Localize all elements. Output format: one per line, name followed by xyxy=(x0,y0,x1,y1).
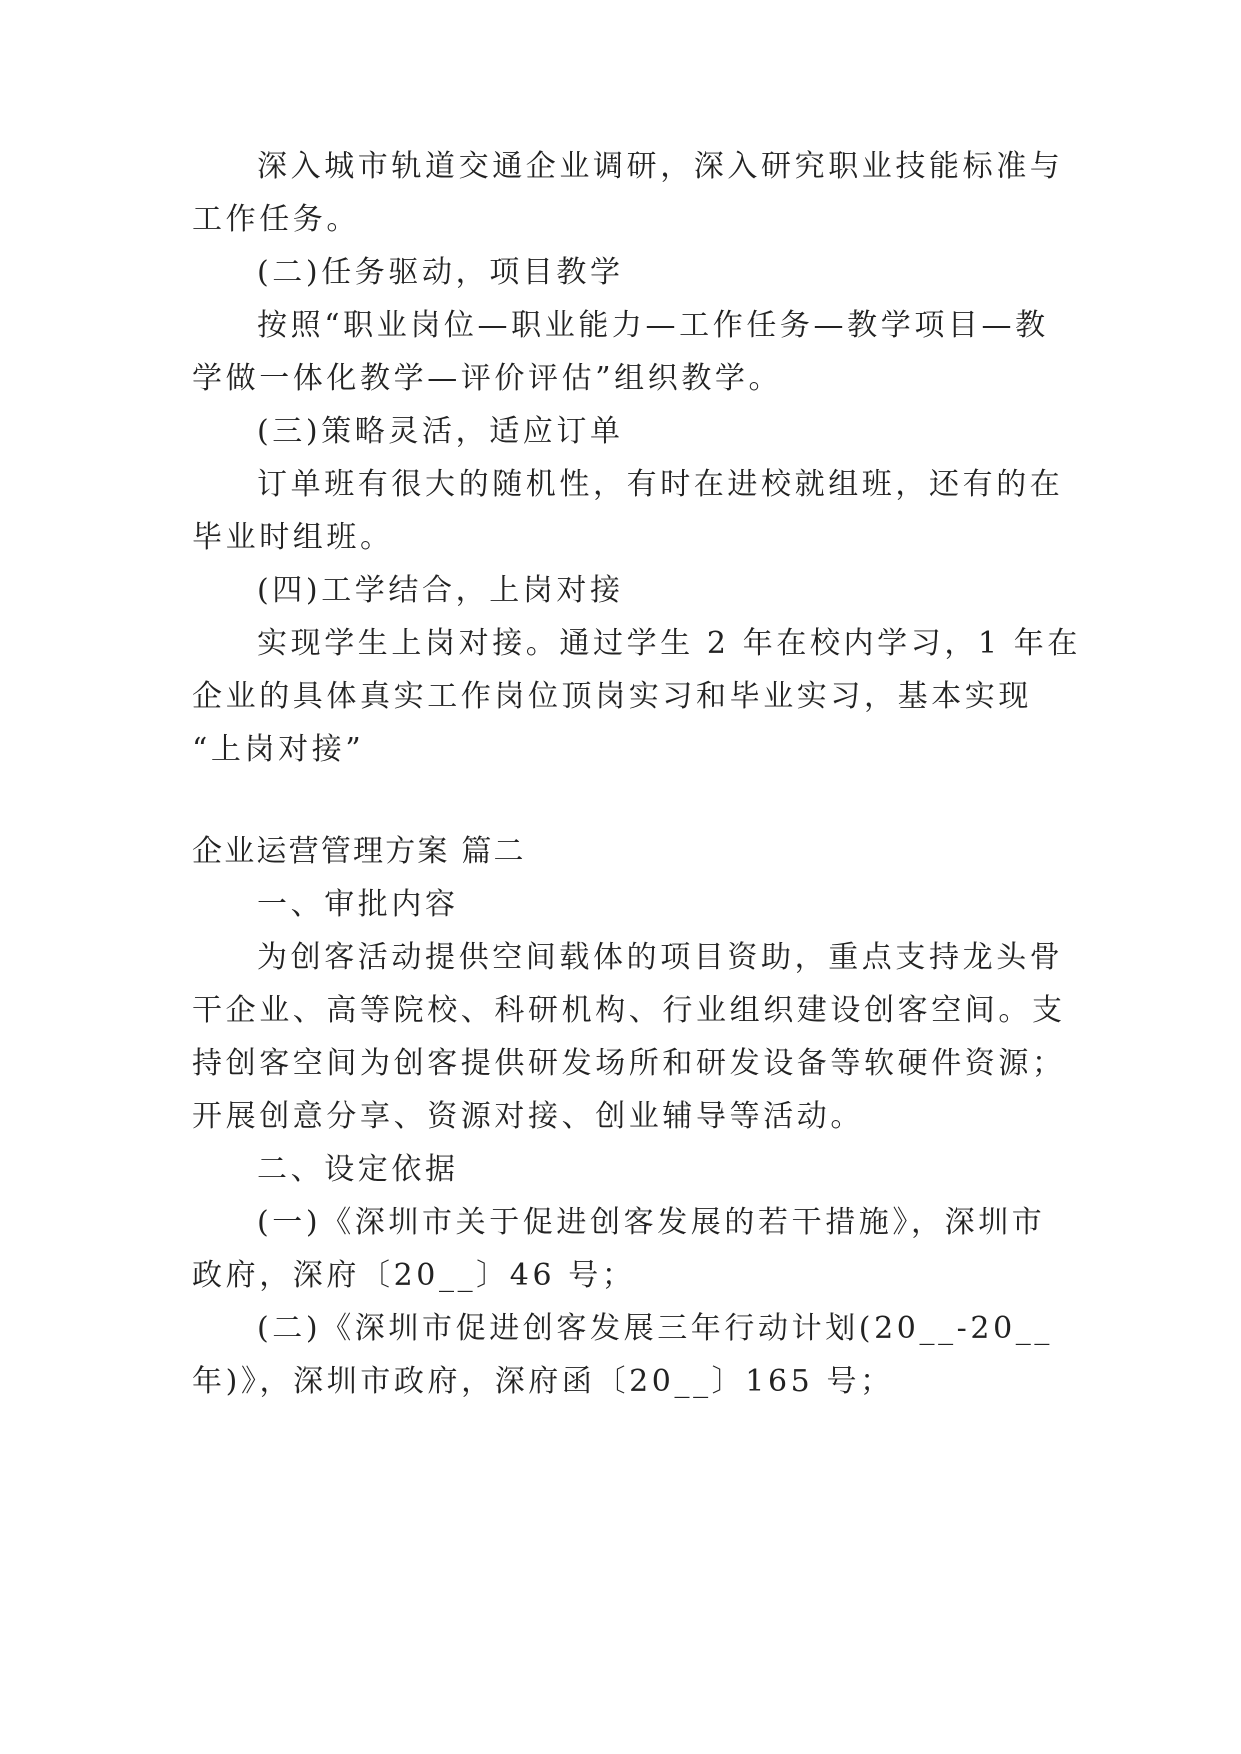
paragraph-line: 毕业时组班。 xyxy=(192,520,394,555)
paragraph-line: 开展创意分享、资源对接、创业辅导等活动。 xyxy=(192,1099,864,1134)
subheading-approval-content: 一、审批内容 xyxy=(257,887,459,922)
paragraph-line: 年)》，深圳市政府，深府函〔20__〕165 号； xyxy=(192,1364,894,1399)
paragraph-line: 订单班有很大的随机性，有时在进校就组班，还有的在 xyxy=(257,467,1064,502)
subheading-legal-basis: 二、设定依据 xyxy=(257,1152,459,1187)
paragraph-line: 干企业、高等院校、科研机构、行业组织建设创客空间。支 xyxy=(192,993,1066,1028)
paragraph-line: 政府，深府〔20__〕46 号； xyxy=(192,1258,636,1293)
paragraph-line: 持创客空间为创客提供研发场所和研发设备等软硬件资源； xyxy=(192,1046,1066,1081)
subheading-two: (二)任务驱动，项目教学 xyxy=(257,255,624,290)
paragraph-line: (二)《深圳市促进创客发展三年行动计划(20__-20__ xyxy=(257,1311,1053,1346)
paragraph-line: 企业的具体真实工作岗位顶岗实习和毕业实习，基本实现 xyxy=(192,679,1032,714)
paragraph-line: 实现学生上岗对接。通过学生 2 年在校内学习，1 年在 xyxy=(257,626,1081,661)
paragraph-line: 工作任务。 xyxy=(192,202,360,237)
paragraph-line: 为创客活动提供空间载体的项目资助，重点支持龙头骨 xyxy=(257,940,1064,975)
paragraph-line: “上岗对接” xyxy=(192,732,365,767)
paragraph-line: 深入城市轨道交通企业调研，深入研究职业技能标准与 xyxy=(257,149,1064,184)
section-title: 企业运营管理方案 篇二 xyxy=(192,834,526,869)
subheading-four: (四)工学结合，上岗对接 xyxy=(257,573,624,608)
subheading-three: (三)策略灵活，适应订单 xyxy=(257,414,624,449)
paragraph-line: 按照“职业岗位—职业能力—工作任务—教学项目—教 xyxy=(257,308,1049,343)
paragraph-line: (一)《深圳市关于促进创客发展的若干措施》，深圳市 xyxy=(257,1205,1046,1240)
paragraph-line: 学做一体化教学—评价评估”组织教学。 xyxy=(192,361,783,396)
